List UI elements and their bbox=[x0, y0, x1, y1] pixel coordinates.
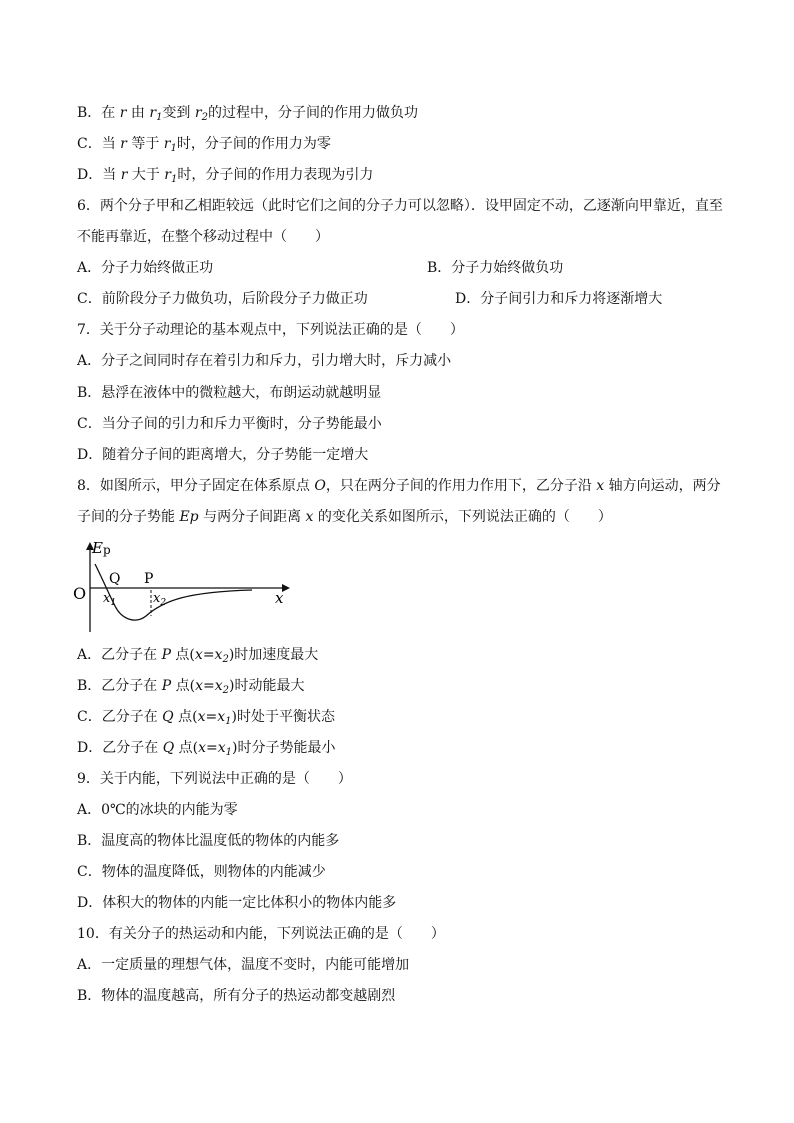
q8-option-b bbox=[77, 676, 304, 701]
text: )时动能最大 bbox=[229, 678, 305, 694]
var-r1: r bbox=[163, 136, 171, 152]
var-point: P bbox=[161, 678, 172, 694]
origin-label: O bbox=[73, 584, 87, 603]
var-r: r bbox=[120, 167, 128, 183]
text: )时分子势能最小 bbox=[232, 740, 336, 756]
q7-option-b: B．悬浮在液体中的微粒越大，布朗运动就越明显 bbox=[77, 385, 382, 401]
text: 轴方向运动，两分 bbox=[604, 478, 721, 494]
q9-option-c: C．物体的温度降低，则物体的内能减少 bbox=[77, 864, 326, 880]
var-o: O bbox=[314, 478, 326, 494]
var-point: Q bbox=[162, 709, 174, 725]
text: 点( bbox=[174, 740, 199, 756]
text: C．当 bbox=[77, 136, 121, 152]
q8-option-d bbox=[77, 738, 335, 763]
q9-stem: 9．关于内能，下列说法中正确的是（ ） bbox=[77, 771, 352, 787]
subscript: 1 bbox=[225, 747, 233, 758]
var-x: x bbox=[198, 740, 206, 756]
q9-option-d: D．体积大的物体的内能一定比体积小的物体内能多 bbox=[77, 895, 397, 911]
q6-option-d: D．分子间引力和斥力将逐渐增大 bbox=[455, 291, 663, 307]
subscript: 2 bbox=[201, 112, 208, 123]
text: 8．如图所示，甲分子固定在体系原点 bbox=[77, 478, 315, 494]
var-r1: r bbox=[164, 167, 171, 183]
q5-option-b bbox=[77, 103, 418, 128]
x1-label: $x_1$ bbox=[103, 591, 117, 608]
var-x: x bbox=[217, 740, 226, 756]
var-x: x bbox=[197, 709, 206, 725]
q7-option-a: A．分子之间同时存在着引力和斥力，引力增大时，斥力减小 bbox=[77, 353, 452, 369]
q5-option-c bbox=[77, 134, 331, 159]
q9-option-b: B．温度高的物体比温度低的物体的内能多 bbox=[77, 833, 340, 849]
point-p-label: P bbox=[144, 571, 154, 587]
text: 大于 bbox=[127, 167, 165, 183]
text: = bbox=[202, 647, 215, 663]
subscript: 2 bbox=[222, 654, 229, 665]
text: = bbox=[205, 709, 218, 725]
q9-option-a: A．0℃的冰块的内能为零 bbox=[77, 802, 238, 818]
var-ep: Ep bbox=[179, 509, 199, 525]
point-q-label: Q bbox=[109, 571, 121, 587]
x2-label: $x_2$ bbox=[153, 591, 167, 608]
q10-option-a: A．一定质量的理想气体，温度不变时，内能可能增加 bbox=[77, 957, 410, 973]
var-x: x bbox=[305, 509, 314, 525]
subscript: 1 bbox=[156, 112, 163, 123]
var-r2: r bbox=[194, 105, 202, 121]
q8-option-c bbox=[77, 707, 335, 732]
text: 点( bbox=[173, 709, 198, 725]
var-r1: r bbox=[149, 105, 157, 121]
text: = bbox=[206, 740, 218, 756]
text: 点( bbox=[170, 647, 195, 663]
text: = bbox=[203, 678, 215, 694]
text: )时处于平衡状态 bbox=[231, 709, 335, 725]
subscript: 1 bbox=[171, 174, 178, 185]
q6-option-b: B．分子力始终做负功 bbox=[427, 260, 564, 276]
q6-stem-cont: 不能再靠近，在整个移动过程中（ ） bbox=[77, 229, 329, 245]
subscript: 2 bbox=[222, 685, 230, 696]
text: C．乙分子在 bbox=[77, 709, 163, 725]
text: B．乙分子在 bbox=[77, 678, 162, 694]
text: D．当 bbox=[77, 167, 121, 183]
text: 的过程中，分子间的作用力做负功 bbox=[207, 105, 418, 121]
q7-stem: 7．关于分子动理论的基本观点中，下列说法正确的是（ ） bbox=[77, 322, 464, 338]
q6-option-a: A．分子力始终做正功 bbox=[77, 260, 214, 276]
var-x: x bbox=[214, 647, 223, 663]
text: A．乙分子在 bbox=[77, 647, 162, 663]
text: )时加速度最大 bbox=[228, 647, 319, 663]
text: 点( bbox=[171, 678, 196, 694]
text: 的变化关系如图所示，下列说法正确的（ ） bbox=[313, 509, 612, 525]
q10-stem: 10．有关分子的热运动和内能，下列说法正确的是（ ） bbox=[77, 926, 445, 942]
text: B．在 bbox=[77, 105, 120, 121]
var-r: r bbox=[119, 105, 127, 121]
q8-option-a bbox=[77, 645, 318, 670]
q8-stem bbox=[77, 476, 721, 496]
subscript: 1 bbox=[225, 716, 232, 727]
q6-option-c: C．前阶段分子力做负功，后阶段分子力做正功 bbox=[77, 291, 368, 307]
var-r: r bbox=[120, 136, 127, 152]
text: D．乙分子在 bbox=[77, 740, 163, 756]
text: ，只在两分子间的作用力作用下，乙分子沿 bbox=[325, 478, 597, 494]
q7-option-d: D．随着分子间的距离增大，分子势能一定增大 bbox=[77, 447, 369, 463]
text: 由 bbox=[126, 105, 150, 121]
q6-stem: 6．两个分子甲和乙相距较远（此时它们之间的分子力可以忽略）．设甲固定不动，乙逐渐向甲靠近，直至 bbox=[77, 198, 723, 214]
var-x: x bbox=[214, 678, 223, 694]
q6-options-ab bbox=[77, 258, 564, 278]
q10-option-b: B．物体的温度越高，所有分子的热运动都变越剧烈 bbox=[77, 988, 396, 1004]
text: 子间的分子势能 bbox=[77, 509, 180, 525]
potential-energy-figure bbox=[70, 536, 300, 636]
var-x: x bbox=[596, 478, 605, 494]
q7-option-c: C．当分子间的引力和斥力平衡时，分子势能最小 bbox=[77, 416, 382, 432]
text: 与两分子间距离 bbox=[198, 509, 306, 525]
text: 变到 bbox=[162, 105, 195, 121]
q8-stem-cont bbox=[77, 507, 612, 527]
var-point: Q bbox=[162, 740, 175, 756]
subscript: 1 bbox=[170, 143, 177, 154]
var-x: x bbox=[217, 709, 226, 725]
text: 等于 bbox=[126, 136, 164, 152]
q5-option-d bbox=[77, 165, 373, 190]
var-x: x bbox=[195, 678, 203, 694]
var-x: x bbox=[194, 647, 203, 663]
text: 时，分子间的作用力表现为引力 bbox=[177, 167, 374, 183]
x-axis-label: x bbox=[275, 589, 284, 607]
text: 时，分子间的作用力为零 bbox=[176, 136, 331, 152]
var-point: P bbox=[161, 647, 171, 663]
y-axis-label: Ep bbox=[92, 539, 111, 557]
q6-options-cd bbox=[77, 289, 663, 309]
